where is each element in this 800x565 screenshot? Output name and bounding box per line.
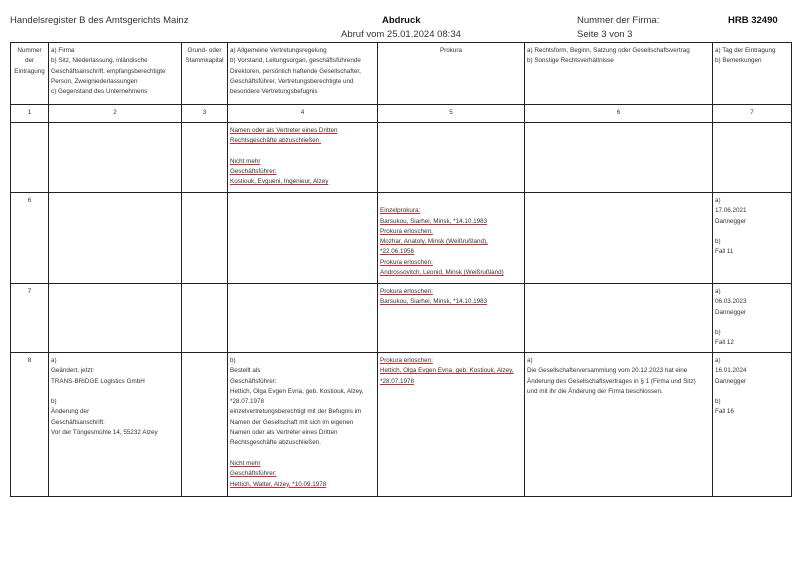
cell-representation bbox=[228, 284, 378, 353]
retrieval-timestamp: Abruf vom 25.01.2024 08:34 bbox=[341, 29, 461, 40]
col-number: 2 bbox=[49, 105, 182, 123]
removed-text-line: Prokura erloschen: bbox=[380, 227, 433, 235]
text-line: a) Firma bbox=[51, 47, 75, 54]
text-line: einzelvertretungsberechtigt mit der Befugnis im bbox=[230, 408, 362, 416]
text-line: Vor der Töngesmühle 14, 55232 Alzey bbox=[51, 429, 158, 437]
col-header-number bbox=[11, 43, 49, 105]
entry-number: 6 bbox=[11, 193, 49, 284]
removed-text-line: Androssovitch, Leonid, Minsk (Weißrußland) bbox=[380, 269, 504, 277]
text-line: Fall 16 bbox=[715, 408, 734, 416]
cell-firm bbox=[49, 353, 182, 497]
text-line: b) Bemerkungen bbox=[715, 57, 762, 65]
entry-number: 8 bbox=[11, 353, 49, 497]
removed-text-line: Namen oder als Vertreter eines Dritten bbox=[230, 127, 338, 134]
cell-firm bbox=[49, 284, 182, 353]
text-line: Geschäftsanschrift, empfangsberechtigte bbox=[51, 67, 166, 75]
text-line: b) Sitz, Niederlassung, inländische bbox=[51, 57, 148, 65]
text-line: besondere Vertretungsbefugnis bbox=[230, 88, 318, 96]
text-line: Stammkapital bbox=[185, 57, 224, 65]
text-line: Hettich, Olga Evgen Evna, geb. Kostiouk, Alzey, bbox=[230, 387, 364, 395]
cell-legal-form bbox=[525, 284, 713, 353]
spacer bbox=[230, 147, 375, 157]
spacer bbox=[715, 387, 789, 397]
table-row-6 bbox=[11, 193, 792, 284]
text-line: b) Sonstige Rechtsverhältnisse bbox=[527, 57, 614, 65]
cell-legal-form bbox=[525, 123, 713, 193]
text-line: a) bbox=[715, 288, 721, 295]
cell-prokura bbox=[378, 353, 525, 497]
col-header-legal-form bbox=[525, 43, 713, 105]
text-line: 17.06.2021 bbox=[715, 207, 747, 215]
text-line: Prokura bbox=[439, 47, 463, 54]
col-number: 7 bbox=[713, 105, 792, 123]
column-header-row bbox=[11, 43, 792, 105]
text-line: b) bbox=[51, 398, 57, 406]
representation-current bbox=[230, 356, 375, 459]
cell-capital bbox=[182, 284, 228, 353]
removed-text-line: Nicht mehr bbox=[230, 157, 261, 165]
col-number: 4 bbox=[228, 105, 378, 123]
removed-text-line: Prokura erloschen: bbox=[380, 357, 433, 364]
text-line: TRANS-BRIDGE Logistics GmbH bbox=[51, 377, 145, 385]
removed-text-line: Prokura erloschen: bbox=[380, 288, 433, 295]
cell-date-remarks bbox=[713, 193, 792, 284]
cell-representation bbox=[228, 123, 378, 193]
cell-legal-form bbox=[525, 353, 713, 497]
entry-number: 7 bbox=[11, 284, 49, 353]
col-number: 1 bbox=[11, 105, 49, 123]
text-line: a) Rechtsform, Beginn, Satzung oder Gesellschaftsvertrag bbox=[527, 47, 690, 54]
text-line: Geschäftsanschrift: bbox=[51, 418, 105, 426]
cell-capital bbox=[182, 123, 228, 193]
col-number: 5 bbox=[378, 105, 525, 123]
text-line: b) bbox=[715, 238, 721, 246]
removed-text-line: Hettich, Olga Evgen Evna, geb. Kostiouk, Alzey, bbox=[380, 367, 514, 375]
representation-removed bbox=[230, 459, 375, 490]
col-header-capital bbox=[182, 43, 228, 105]
text-line: Namen oder als Vertreter eines Dritten bbox=[230, 429, 338, 437]
firm-number-label: Nummer der Firma: bbox=[577, 15, 660, 26]
text-line: b) Vorstand, Leitungsorgan, geschäftsführende bbox=[230, 57, 361, 65]
text-line: a) bbox=[51, 357, 57, 364]
removed-text-line: Prokura erloschen: bbox=[380, 258, 433, 266]
removed-text-line: Hettich, Walter, Alzey, *10.09.1978 bbox=[230, 480, 327, 488]
text-line: Dannegger bbox=[715, 308, 747, 316]
table-row-7 bbox=[11, 284, 792, 353]
cell-prokura bbox=[378, 193, 525, 284]
text-line: Rechtsgeschäfte abzuschließen. bbox=[230, 439, 322, 447]
col-number: 3 bbox=[182, 105, 228, 123]
spacer bbox=[51, 387, 179, 397]
removed-text-line: Barsukou, Siarhei, Minsk, *14.10.1983 bbox=[380, 217, 488, 225]
text-line: Änderung des Gesellschaftsvertrages in § 1 (Firma und Sitz) bbox=[527, 377, 696, 385]
spacer bbox=[715, 227, 789, 237]
text-line: und mit ihr die Änderung der Firma beschlossen. bbox=[527, 387, 663, 395]
cell-representation bbox=[228, 193, 378, 284]
removed-text-line: Rechtsgeschäfte abzuschließen. bbox=[230, 137, 322, 145]
text-line: a) bbox=[715, 197, 721, 204]
text-line: Namen der Gesellschaft mit sich im eigenen bbox=[230, 418, 354, 426]
text-line: 16.01.2024 bbox=[715, 367, 747, 375]
cell-date-remarks bbox=[713, 123, 792, 193]
table-row-continued bbox=[11, 123, 792, 193]
removed-text-line: Geschäftsführer: bbox=[230, 470, 277, 478]
spacer bbox=[380, 196, 522, 206]
column-number-row bbox=[11, 105, 792, 123]
col-header-representation bbox=[228, 43, 378, 105]
cell-nr bbox=[11, 123, 49, 193]
text-line: b) bbox=[230, 357, 236, 364]
page-indicator: Seite 3 von 3 bbox=[577, 29, 633, 40]
cell-prokura bbox=[378, 123, 525, 193]
text-line: b) bbox=[715, 398, 721, 406]
removed-text-line: *28.07.1978 bbox=[380, 377, 414, 385]
text-line: Geschäftsführer: bbox=[230, 377, 277, 385]
removed-text-line: Nicht mehr bbox=[230, 459, 261, 467]
cell-representation bbox=[228, 353, 378, 497]
text-line: a) Tag der Eintragung bbox=[715, 47, 776, 54]
col-header-prokura bbox=[378, 43, 525, 105]
text-line: Die Gesellschafterversammlung vom 20.12.2023 hat eine bbox=[527, 367, 688, 375]
register-table bbox=[10, 42, 792, 497]
cell-prokura bbox=[378, 284, 525, 353]
document-type: Abdruck bbox=[382, 15, 421, 26]
text-line: der bbox=[24, 57, 35, 65]
cell-legal-form bbox=[525, 193, 713, 284]
col-header-date-remarks bbox=[713, 43, 792, 105]
removed-text-line: Kostiouk, Evgueni, Ingenieur, Alzey bbox=[230, 178, 329, 186]
text-line: 06.03.2023 bbox=[715, 298, 747, 306]
cell-firm bbox=[49, 193, 182, 284]
court-name: Handelsregister B des Amtsgerichts Mainz bbox=[10, 15, 189, 26]
cell-date-remarks bbox=[713, 284, 792, 353]
text-line: Eintragung bbox=[14, 67, 45, 75]
removed-text-line: *22.06.1956 bbox=[380, 248, 414, 256]
text-line: Bestellt als bbox=[230, 367, 261, 375]
text-line: Direktoren, persönlich haftende Gesellschafter, bbox=[230, 67, 361, 75]
spacer bbox=[230, 449, 375, 459]
text-line: a) Allgemeine Vertretungsregelung bbox=[230, 47, 327, 54]
cell-capital bbox=[182, 353, 228, 497]
text-line: Grund- oder bbox=[187, 47, 222, 54]
col-header-firm bbox=[49, 43, 182, 105]
removed-text-line: Geschäftsführer: bbox=[230, 168, 277, 176]
cell-firm bbox=[49, 123, 182, 193]
removed-text-line: Einzelprokura: bbox=[380, 207, 421, 215]
text-line: Geändert, jetzt: bbox=[51, 367, 95, 375]
text-line: a) bbox=[715, 357, 721, 364]
text-line: c) Gegenstand des Unternehmens bbox=[51, 88, 148, 96]
cell-capital bbox=[182, 193, 228, 284]
firm-number: HRB 32490 bbox=[728, 15, 778, 26]
text-line: Fall 11 bbox=[715, 248, 734, 256]
text-line: Fall 12 bbox=[715, 339, 734, 347]
text-line: Dannegger bbox=[715, 217, 747, 225]
text-line: Geschäftsführer, Vertretungsberechtigte und bbox=[230, 77, 354, 85]
text-line: Person, Zweigniederlassungen bbox=[51, 77, 138, 85]
text-line: *28.07.1978 bbox=[230, 398, 264, 406]
removed-text-line: Mozhar, Anatoly, Minsk (Weißrußland), bbox=[380, 238, 488, 246]
text-line: Nummer bbox=[17, 47, 42, 54]
spacer bbox=[715, 318, 789, 328]
text-line: Änderung der bbox=[51, 408, 90, 416]
table-row-8 bbox=[11, 353, 792, 497]
text-line: Dannegger bbox=[715, 377, 747, 385]
removed-text-line: Barsukou, Siarhei, Minsk, *14.10.1983 bbox=[380, 298, 488, 306]
text-line: b) bbox=[715, 329, 721, 337]
text-line: a) bbox=[527, 357, 533, 364]
col-number: 6 bbox=[525, 105, 713, 123]
cell-date-remarks bbox=[713, 353, 792, 497]
